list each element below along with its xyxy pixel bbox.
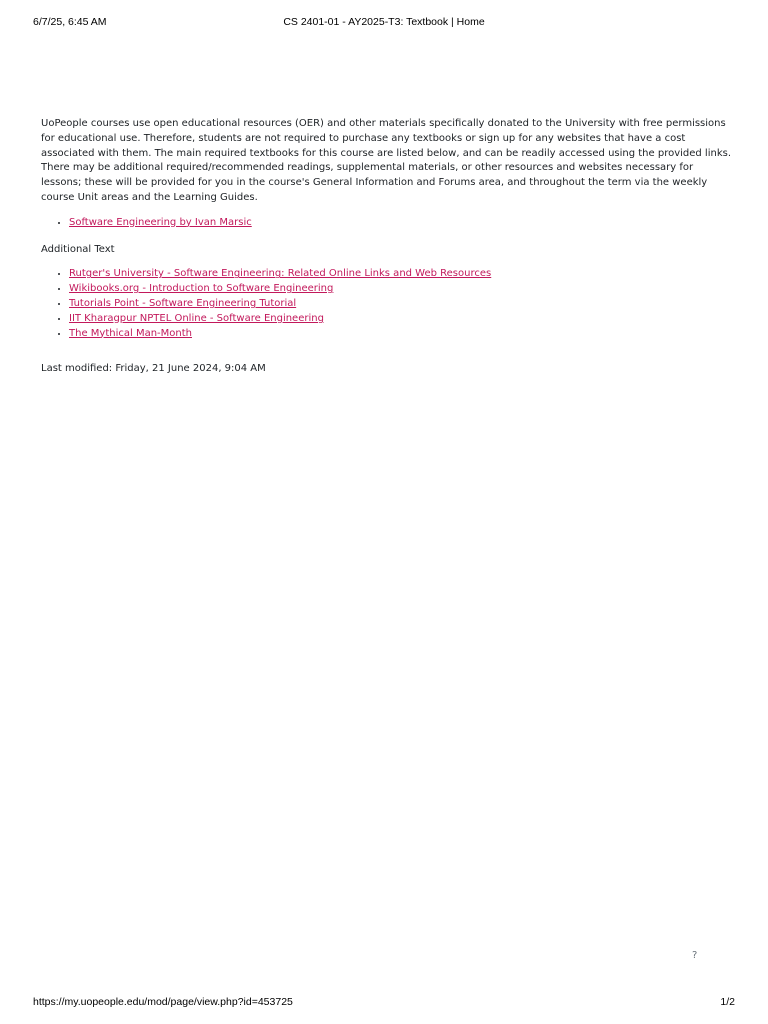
print-footer xyxy=(33,996,735,1010)
list-item xyxy=(69,267,731,282)
list-item xyxy=(69,312,731,327)
page-number: 1/2 xyxy=(720,996,735,1008)
link-wikibooks-intro-software-engineering[interactable]: Wikibooks.org - Introduction to Software Engineering xyxy=(69,283,334,295)
last-modified-text: Last modified: Friday, 21 June 2024, 9:04 AM xyxy=(41,363,266,375)
required-textbook-list xyxy=(41,216,731,231)
additional-links-list xyxy=(41,267,731,341)
list-item xyxy=(69,216,731,231)
list-item xyxy=(69,297,731,312)
link-iit-kharagpur-nptel[interactable]: IIT Kharagpur NPTEL Online - Software Engineering xyxy=(69,312,324,324)
page-content xyxy=(41,117,731,377)
help-icon[interactable]: ? xyxy=(692,950,698,961)
intro-paragraph: UoPeople courses use open educational resources (OER) and other materials specifically donated to the University with free permissions for educational use. Therefore, students are not required to purchase any textbooks or sign up for any websites that have a cost associated with them. The main required textbooks for this course are listed below, and can be readily accessed using the provided links. There may be additional required/recommended readings, supplemental materials, or other resources and websites necessary for lessons; these will be provided for you in the course's General Information and Forums area, and throughout the term via the weekly course Unit areas and the Learning Guides. xyxy=(41,118,731,203)
additional-text-heading: Additional Text xyxy=(41,243,115,255)
list-item xyxy=(69,327,731,342)
print-page-title: CS 2401-01 - AY2025-T3: Textbook | Home xyxy=(283,16,485,28)
print-date: 6/7/25, 6:45 AM xyxy=(33,16,107,28)
link-mythical-man-month[interactable]: The Mythical Man-Month xyxy=(69,327,192,339)
print-header xyxy=(33,16,735,30)
list-item xyxy=(69,282,731,297)
page-url: https://my.uopeople.edu/mod/page/view.php?id=453725 xyxy=(33,996,293,1008)
link-rutgers-software-engineering[interactable]: Rutger's University - Software Engineering: Related Online Links and Web Resources xyxy=(69,268,492,280)
link-software-engineering-marsic[interactable]: Software Engineering by Ivan Marsic xyxy=(69,216,252,228)
link-tutorials-point-software-engineering[interactable]: Tutorials Point - Software Engineering Tutorial xyxy=(69,297,297,309)
